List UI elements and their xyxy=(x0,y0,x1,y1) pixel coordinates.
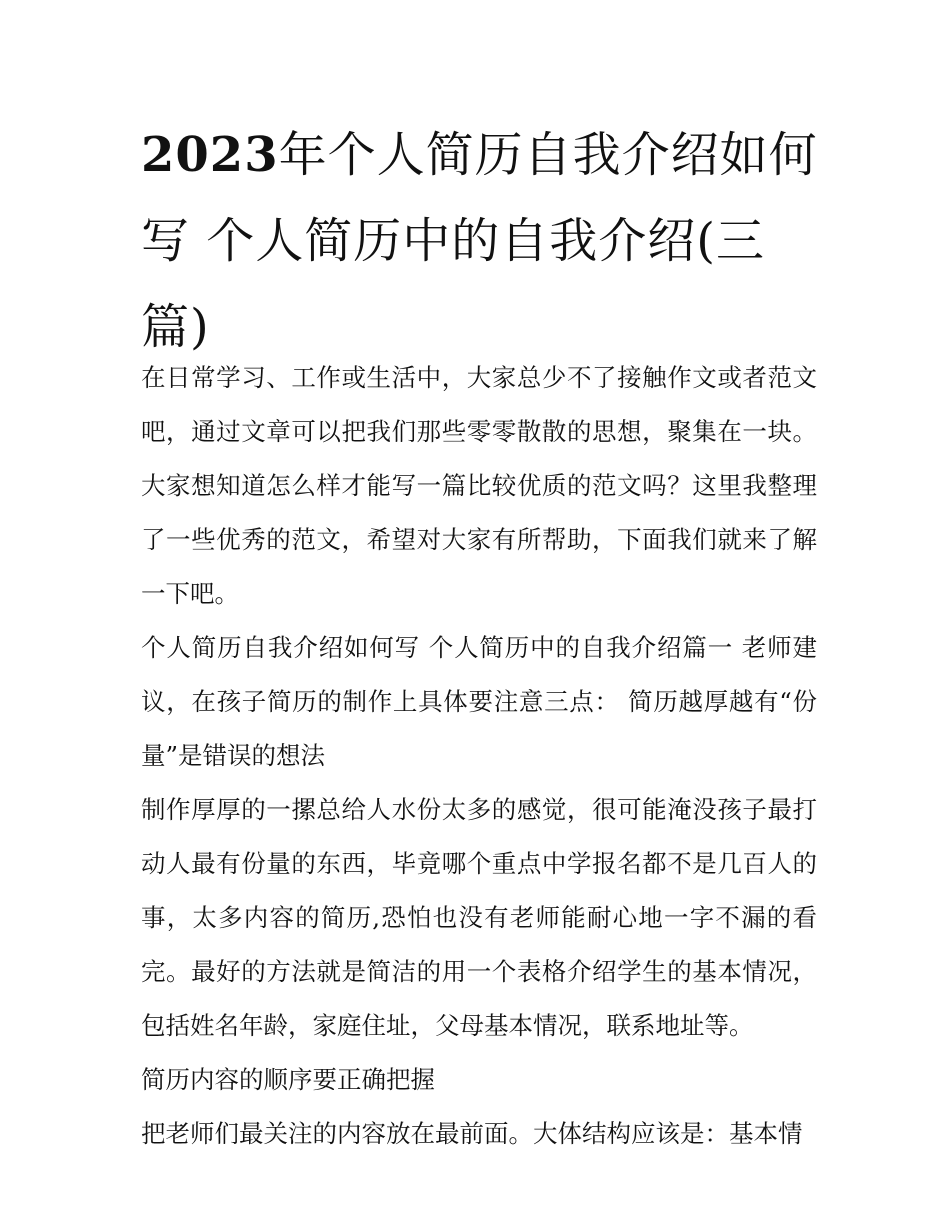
document-title xyxy=(141,112,821,370)
title-year: 2023 xyxy=(141,127,279,183)
thickness-advice-paragraph: 制作厚厚的一摞总给人水份太多的感觉，很可能淹没孩子最打动人最有份量的东西，毕竟哪个重点中学报名都不是几百人的事，太多内容的简历,恐怕也没有老师能耐心地一字不漏的看完。最好的方法就是简洁的用一个表格介绍学生的基本情况，包括姓名年龄，家庭住址，父母基本情况，联系地址等。 xyxy=(141,795,817,1040)
section-one-intro-paragraph: 个人简历自我介绍如何写 个人简历中的自我介绍篇一 老师建议，在孩子简历的制作上具体要注意三点： 简历越厚越有“份量”是错误的想法 xyxy=(141,633,817,770)
title-text: 年个人简历自我介绍如何写 个人简历中的自我介绍(三篇) xyxy=(141,127,818,355)
document-body xyxy=(141,351,817,1161)
content-order-heading: 简历内容的顺序要正确把握 xyxy=(141,1065,435,1094)
structure-paragraph: 把老师们最关注的内容放在最前面。大体结构应该是：基本情 xyxy=(141,1119,803,1148)
intro-paragraph: 在日常学习、工作或生活中，大家总少不了接触作文或者范文吧，通过文章可以把我们那些零零散散的思想，聚集在一块。大家想知道怎么样才能写一篇比较优质的范文吗？这里我整理了一些优秀的范文，希望对大家有所帮助，下面我们就来了解一下吧。 xyxy=(141,363,817,608)
